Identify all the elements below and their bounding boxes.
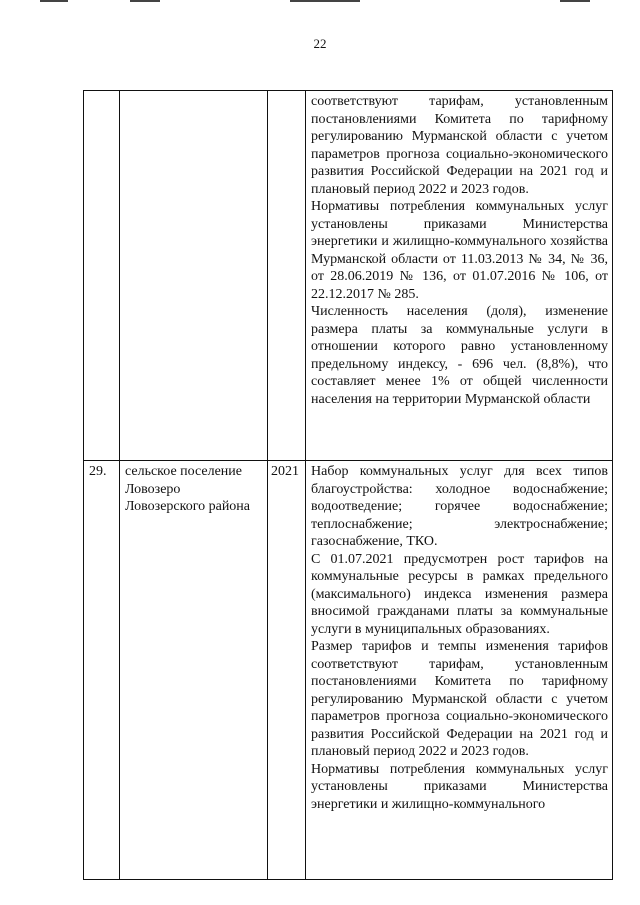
paragraph: соответствуют тарифам, установленным постановлениями Комитета по тарифному регулированию Мурманской области с учетом параметров прогноза социально-экономического развития Российской Федерации на 2021 год и плановый период 2022 и 2023 годов. (311, 94, 608, 197)
paragraph: Численность населения (доля), изменение размера платы за коммунальные услуги в отношении которого равно установленному предельному индексу, - 696 чел. (8,8%), что составляет менее 1% от общей численности населения на территории Мурманской области (311, 304, 608, 407)
municipality-cell: сельское поселение Ловозеро Ловозерского района (120, 461, 268, 880)
paragraph: Нормативы потребления коммунальных услуг установлены приказами Министерства энергетики и жилищно-коммунального (311, 761, 608, 812)
top-edge-rule (40, 0, 68, 2)
table-row (84, 461, 613, 880)
row-number-cell: 29. (84, 461, 120, 880)
table-row (84, 91, 613, 461)
row-number-cell (84, 91, 120, 461)
year-cell (268, 91, 306, 461)
top-edge-rule (130, 0, 160, 2)
top-edge-rule (560, 0, 590, 2)
paragraph: Размер тарифов и темпы изменения тарифов соответствуют тарифам, установленным постановлениями Комитета по тарифному регулированию Мурманской области с учетом параметров прогноза социально-экономического развития Российской Федерации на 2021 год и плановый период 2022 и 2023 годов. (311, 639, 608, 759)
description-text (311, 463, 608, 877)
year-cell: 2021 (268, 461, 306, 880)
document-table (83, 90, 613, 880)
paragraph: Набор коммунальных услуг для всех типов благоустройства: холодное водоснабжение; водоотведение; горячее водоснабжение; теплоснабжение; электроснабжение; газоснабжение, ТКО. (311, 464, 608, 549)
paragraph: Нормативы потребления коммунальных услуг установлены приказами Министерства энергетики и жилищно-коммунального хозяйства Мурманской области от 11.03.2013 № 34, № 36, от 28.06.2019 № 136, от 01.07.2016 № 106, от 22.12.2017 № 285. (311, 199, 608, 302)
page-number: 22 (313, 36, 327, 51)
municipality-cell (120, 91, 268, 461)
top-edge-rule (290, 0, 360, 2)
description-cell (306, 461, 613, 880)
description-cell (306, 91, 613, 461)
paragraph: С 01.07.2021 предусмотрен рост тарифов на коммунальные ресурсы в рамках предельного (максимального) индекса изменения размера вносимой гражданами платы за коммунальные услуги в муниципальных образованиях. (311, 551, 608, 637)
description-text (311, 93, 608, 458)
